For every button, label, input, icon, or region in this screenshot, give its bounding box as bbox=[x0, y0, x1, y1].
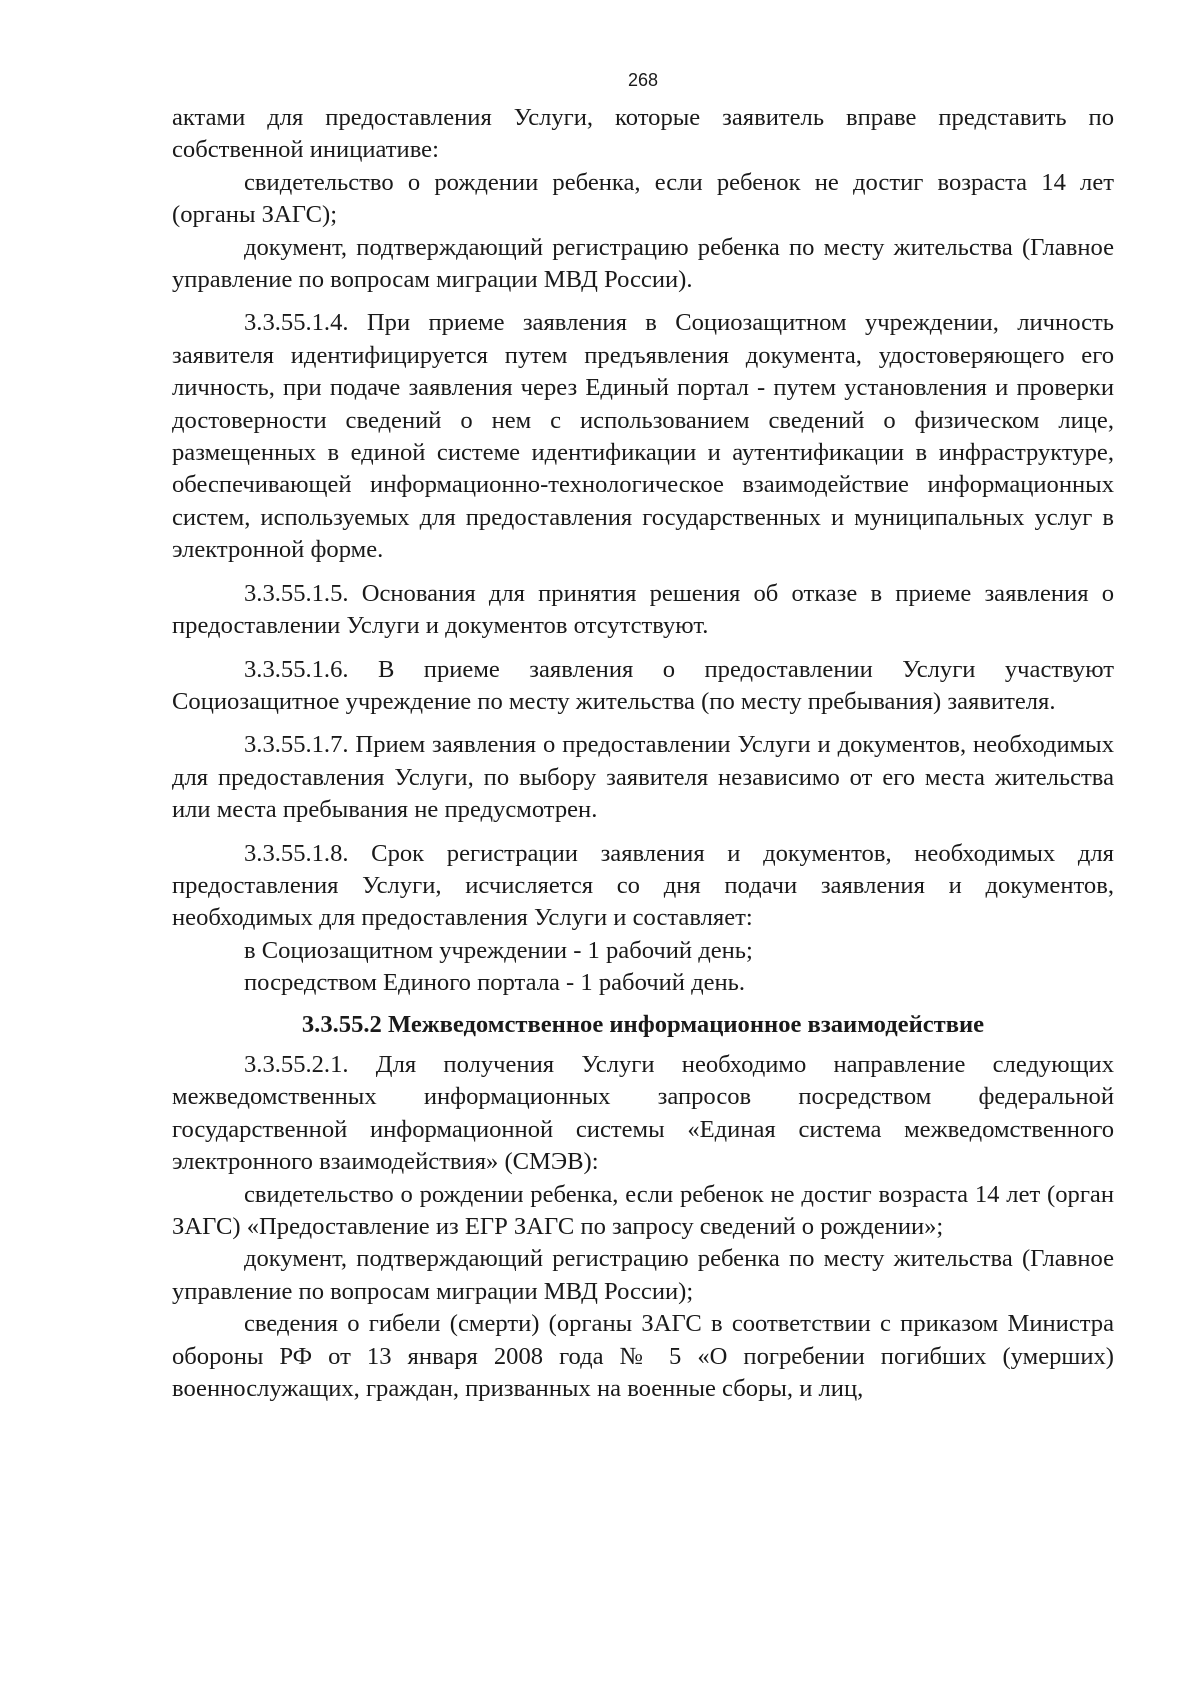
paragraph: актами для предоставления Услуги, которые заявитель вправе представить по собственной инициативе: bbox=[172, 104, 1114, 164]
paragraph: документ, подтверждающий регистрацию ребенка по месту жительства (Главное управление по вопросам миграции МВД России); bbox=[172, 1245, 1114, 1305]
section-heading: 3.3.55.2 Межведомственное информационное взаимодействие bbox=[301, 1010, 985, 1038]
paragraph: 3.3.55.1.4. При приеме заявления в Социозащитном учреждении, личность заявителя идентифицируется путем предъявления документа, удостоверяющего его личность, при подаче заявления через Единый портал - путем установления и проверки достоверности сведений о нем с использованием сведений о физическом лице, размещенных в единой системе идентификации и аутентификации в инфраструктуре, обеспечивающей информационно-технологическое взаимодействие информационных систем, используемых для предоставления государственных и муниципальных услуг в электронной форме. bbox=[172, 309, 1114, 564]
paragraph: свидетельство о рождении ребенка, если ребенок не достиг возраста 14 лет (орган ЗАГС) «Предоставление из ЕГР ЗАГС по запросу сведений о рождении»; bbox=[172, 1180, 1114, 1240]
paragraph: 3.3.55.1.8. Срок регистрации заявления и документов, необходимых для предоставления Услуги, исчисляется со дня подачи заявления и документов, необходимых для предоставления Услуги и составляет: bbox=[172, 839, 1114, 932]
paragraph: документ, подтверждающий регистрацию ребенка по месту жительства (Главное управление по вопросам миграции МВД России). bbox=[172, 233, 1114, 294]
paragraph: свидетельство о рождении ребенка, если ребенок не достиг возраста 14 лет (органы ЗАГС); bbox=[172, 168, 1114, 229]
paragraph: 3.3.55.1.6. В приеме заявления о предоставлении Услуги участвуют Социозащитное учреждение по месту жительства (по месту пребывания) заявителя. bbox=[172, 655, 1114, 715]
paragraph: посредством Единого портала - 1 рабочий день. bbox=[244, 969, 746, 997]
paragraph: 3.3.55.1.7. Прием заявления о предоставлении Услуги и документов, необходимых для предоставления Услуги, по выбору заявителя независимо от его места жительства или места пребывания не предусмотрен. bbox=[172, 731, 1114, 824]
paragraph: сведения о гибели (смерти) (органы ЗАГС в соответствии с приказом Министра обороны РФ от 13 января 2008 года № 5 «О погребении погибших (умерших) военнослужащих, граждан, призванных на военные сборы, и лиц, bbox=[172, 1310, 1114, 1403]
paragraph: 3.3.55.1.5. Основания для принятия решения об отказе в приеме заявления о предоставлении Услуги и документов отсутствуют. bbox=[172, 579, 1114, 640]
paragraph: 3.3.55.2.1. Для получения Услуги необходимо направление следующих межведомственных информационных запросов посредством федеральной государственной информационной системы «Единая система межведомственного электронного взаимодействия» (СМЭВ): bbox=[172, 1050, 1114, 1176]
paragraph: в Социозащитном учреждении - 1 рабочий день; bbox=[244, 936, 753, 964]
page-number: 268 bbox=[627, 70, 659, 90]
